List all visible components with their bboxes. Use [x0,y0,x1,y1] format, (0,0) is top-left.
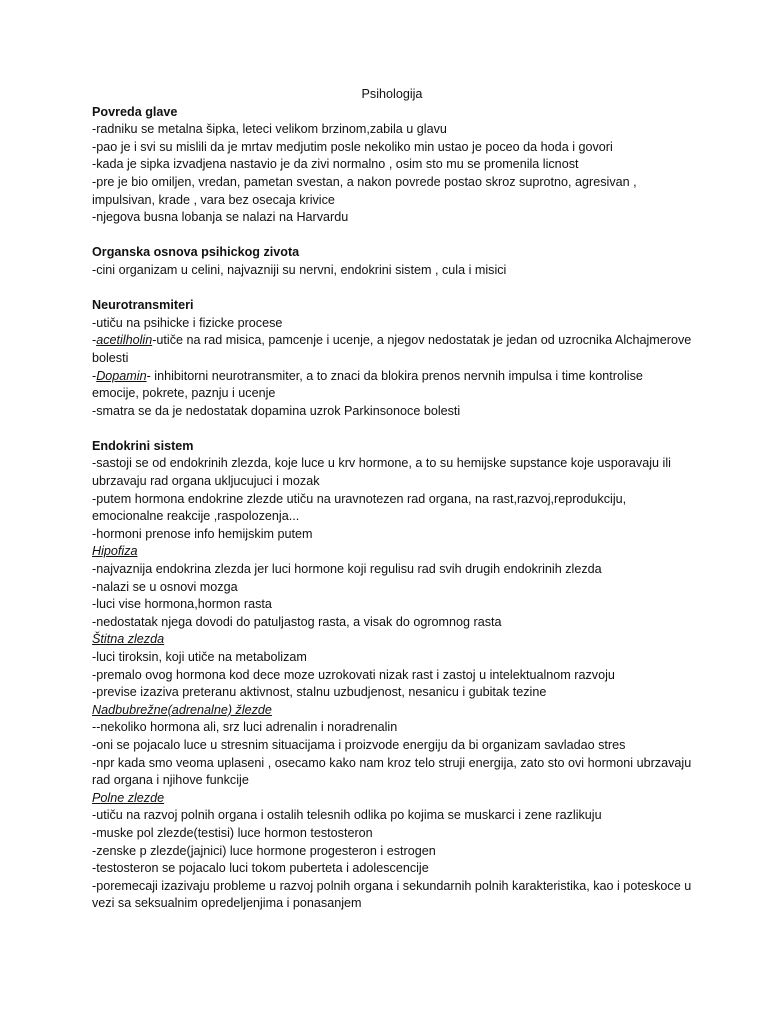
section-endokrini-sistem [92,438,692,913]
item-prefix: - [92,333,97,348]
section-heading: Endokrini sistem [92,438,194,453]
list-item: -utiču na psihicke i fizicke procese [92,315,283,330]
section-heading: Organska osnova psihickog zivota [92,245,300,260]
list-item: -zenske p zlezde(jajnici) luce hormone progesteron i estrogen [92,843,436,858]
item-text: - inhibitorni neurotransmiter, a to znaci da blokira prenos nervnih impulsa i time kontrolise emocije, pokrete, paznju i ucenje [92,368,643,401]
section-povreda-glave [92,104,692,227]
list-item: -cini organizam u celini, najvazniji su nervni, endokrini sistem , cula i misici [92,262,507,277]
list-item: -muske pol zlezde(testisi) luce hormon testosteron [92,825,373,840]
list-item: -pre je bio omiljen, vredan, pametan svestan, a nakon povrede postao skroz suprotno, agresivan , impulsivan, krade , vara bez osecaja krivice [92,174,637,207]
list-item: -sastoji se od endokrinih zlezda, koje luce u krv hormone, a to su hemijske supstance koje usporavaju ili ubrzavaju rad organa ukljucujuci i mozak [92,456,671,489]
list-item: -hormoni prenose info hemijskim putem [92,526,313,541]
list-item: -poremecaji izazivaju probleme u razvoj polnih organa i sekundarnih polnih karakteristika, kao i poteskoce u vezi sa seksualnim opredeljenjima i ponasanjem [92,878,692,911]
list-item: -luci tiroksin, koji utiče na metabolizam [92,650,307,664]
list-item-dopamin [92,368,692,403]
term-dopamin: Dopamin [96,368,147,383]
list-item: -testosteron se pojacalo luci tokom puberteta i adolescencije [92,861,429,876]
subsection-title-hipofiza: Hipofiza [92,544,138,559]
list-item: -najvaznija endokrina zlezda jer luci hormone koji regulisu rad svih drugih endokrinih zlezda [92,562,602,577]
list-item: -pao je i svi su mislili da je mrtav medjutim posle nekoliko min ustao je poceo da hoda i govori [92,139,613,154]
section-heading: Povreda glave [92,104,178,119]
section-neurotransmiteri [92,297,692,420]
list-item: -luci vise hormona,hormon rasta [92,597,272,612]
list-item: -kada je sipka izvadjena nastavio je da zivi normalno , osim sto mu se promenila licnost [92,157,579,172]
list-item: -radniku se metalna šipka, leteci velikom brzinom,zabila u glavu [92,122,447,137]
list-item: -utiču na razvoj polnih organa i ostalih telesnih odlika po kojima se muskarci i zene razlikuju [92,808,602,823]
list-item: -putem hormona endokrine zlezde utiču na uravnotezen rad organa, na rast,razvoj,reprodukciju, emocionalne reakcije ,raspolozenja... [92,491,627,524]
subsection-title-stitna-zlezda: Štitna zlezda [92,632,165,647]
list-item: -nalazi se u osnovi mozga [92,579,238,594]
document-title: Psihologija [361,87,423,101]
list-item: -smatra se da je nedostatak dopamina uzrok Parkinsonoce bolesti [92,403,461,418]
item-prefix: - [92,368,97,383]
term-acetilholin: acetilholin [96,333,153,348]
list-item: --nekoliko hormona ali, srz luci adrenalin i noradrenalin [92,720,398,735]
list-item: -nedostatak njega dovodi do patuljastog rasta, a visak do ogromnog rasta [92,614,502,629]
list-item: -oni se pojacalo luce u stresnim situacijama i proizvode energiju da bi organizam savladao stres [92,737,626,752]
list-item: -njegova busna lobanja se nalazi na Harvardu [92,210,349,225]
document-page [92,86,692,913]
list-item: -previse izaziva preteranu aktivnost, stalnu uzbudjenost, nesanicu i gubitak tezine [92,685,547,700]
list-item: -npr kada smo veoma uplaseni , osecamo kako nam kroz telo struji energija, zato sto ovi hormoni ubrzavaju rad organa i njihove funkcije [92,755,692,788]
list-item-acetilholin [92,332,692,367]
subsection-title-polne-zlezde: Polne zlezde [92,790,165,805]
list-item: -premalo ovog hormona kod dece moze uzrokovati nizak rast i zastoj u intelektualnom razvoju [92,667,615,682]
section-heading: Neurotransmiteri [92,298,194,313]
section-organska-osnova [92,244,692,279]
item-text: -utiče na rad misica, pamcenje i ucenje, a njegov nedostatak je jedan od uzrocnika Alchajmerove bolesti [92,333,692,365]
subsection-title-nadbubrezne-zlezde: Nadbubrežne(adrenalne) žlezde [92,702,272,717]
